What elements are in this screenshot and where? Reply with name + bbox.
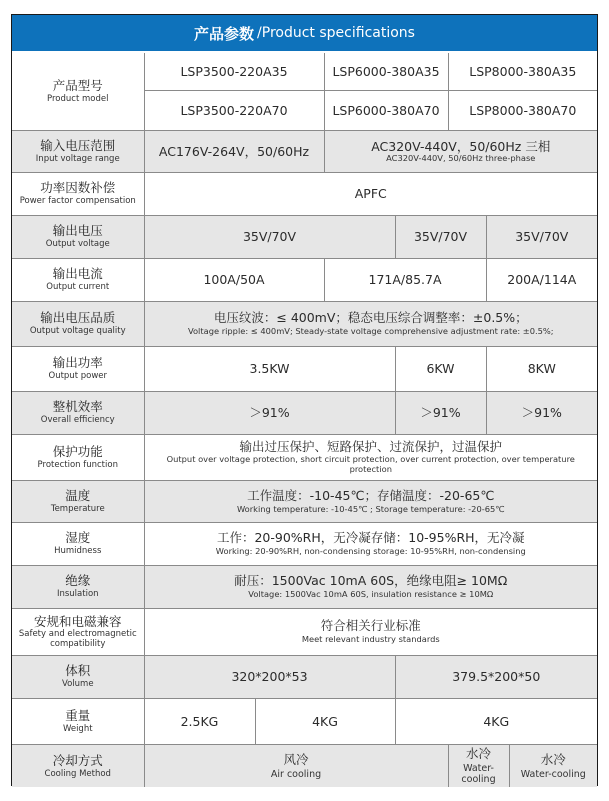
model-cell: [448, 53, 597, 90]
value-text: 4KG: [312, 713, 338, 729]
value-cell: [144, 258, 324, 301]
label-insulation: [12, 565, 144, 608]
value-text: AC176V-264V，50/60Hz: [158, 143, 310, 159]
label-output-voltage: [12, 215, 144, 258]
label-zh: 绝缘: [65, 573, 91, 589]
row-weight: [12, 698, 597, 744]
spec-table: [12, 53, 597, 787]
value-cell: [144, 391, 395, 434]
value-text-en: Water-cooling: [520, 768, 586, 780]
label-zh: 安规和电磁兼容: [33, 613, 122, 629]
value-cell: [395, 698, 597, 744]
value-text: APFC: [354, 186, 387, 201]
row-safety: [12, 608, 597, 655]
value-text-en: Voltage: 1500Vac 10mA 60S, insulation resistance ≥ 10MΩ: [248, 589, 494, 600]
row-protection: [12, 434, 597, 480]
value-cell: [144, 698, 255, 744]
label-en: Output current: [46, 282, 110, 293]
label-en: Humidness: [54, 546, 102, 557]
value-cell: [144, 655, 395, 698]
value-text: 工作：20-90%RH，无冷凝存储：10-95%RH，无冷凝: [216, 530, 525, 546]
row-efficiency: [12, 391, 597, 434]
row-output-current: [12, 258, 597, 301]
temperature-value: [144, 480, 597, 522]
row-product-model: [12, 53, 597, 90]
header-title-en: /Product specifications: [257, 25, 415, 41]
model-value: LSP6000-380A35: [332, 63, 440, 79]
value-cell: [144, 346, 395, 391]
label-en: Power factor compensation: [19, 196, 136, 207]
input-voltage-single: [144, 130, 324, 172]
value-text: 符合相关行业标准: [320, 618, 421, 634]
input-voltage-three-phase: [324, 130, 597, 172]
label-en: Temperature: [50, 503, 105, 514]
value-cell: [395, 391, 486, 434]
value-text: 35V/70V: [515, 229, 569, 244]
model-cell: [144, 53, 324, 90]
value-text: 输出过压保护、短路保护、过流保护，过温保护: [239, 439, 503, 455]
row-output-power: [12, 346, 597, 391]
model-value: LSP8000-380A35: [469, 63, 577, 79]
label-zh: 重量: [65, 707, 91, 723]
value-text: 8KW: [527, 361, 556, 376]
row-insulation: [12, 565, 597, 608]
label-en: Output power: [48, 371, 107, 382]
value-text: 3.5KW: [249, 361, 290, 376]
header-title-zh: 产品参数: [194, 24, 255, 43]
row-humidity: [12, 522, 597, 565]
value-text: 35V/70V: [242, 229, 297, 244]
value-text: 379.5*200*50: [452, 669, 541, 684]
value-cell: [395, 655, 597, 698]
label-volume: [12, 655, 144, 698]
label-en: Cooling Method: [44, 768, 111, 779]
row-voltage-quality: [12, 301, 597, 346]
label-zh: 输入电压范围: [40, 137, 116, 153]
value-cell: [486, 258, 597, 301]
value-text-en: Voltage ripple: ≤ 400mV; Steady-state voltage comprehensive adjustment rate: ±0.5%;: [187, 326, 554, 337]
label-en: Overall efficiency: [40, 415, 115, 426]
label-zh: 产品型号: [52, 78, 103, 94]
value-cell: [486, 346, 597, 391]
spec-sheet: [11, 14, 598, 786]
label-output-current: [12, 258, 144, 301]
value-cell: [144, 215, 395, 258]
value-text: ＞91%: [521, 405, 562, 420]
label-zh: 湿度: [65, 530, 91, 546]
model-value: LSP3500-220A70: [180, 102, 288, 118]
label-humidity: [12, 522, 144, 565]
safety-value: [144, 608, 597, 655]
label-voltage-quality: [12, 301, 144, 346]
humidity-value: [144, 522, 597, 565]
value-cell: [324, 258, 486, 301]
table-header: [12, 15, 597, 51]
label-product-model: [12, 53, 144, 130]
insulation-value: [144, 565, 597, 608]
value-cell: [486, 391, 597, 434]
label-zh: 输出电压: [52, 223, 103, 239]
label-protection: [12, 434, 144, 480]
value-text: 水冷: [540, 751, 566, 767]
model-cell: [324, 90, 448, 130]
label-en: Insulation: [56, 589, 99, 600]
label-zh: 保护功能: [52, 443, 103, 459]
value-text: 6KW: [426, 361, 455, 376]
label-en: Weight: [62, 723, 93, 734]
quality-value: [144, 301, 597, 346]
value-text: 100A/50A: [203, 272, 265, 287]
label-weight: [12, 698, 144, 744]
model-value: LSP6000-380A70: [332, 102, 440, 118]
label-zh: 输出电流: [52, 266, 103, 282]
value-text: 工作温度：-10-45℃；存储温度：-20-65℃: [247, 487, 495, 503]
label-efficiency: [12, 391, 144, 434]
label-en: Volume: [61, 679, 94, 690]
label-en: Protection function: [37, 459, 118, 470]
value-text: AC320V-440V，50/60Hz 三相: [371, 138, 551, 154]
protection-value: [144, 434, 597, 480]
row-input-voltage: [12, 130, 597, 172]
value-cell: [395, 346, 486, 391]
row-cooling: [12, 744, 597, 787]
row-temperature: [12, 480, 597, 522]
value-text: ＞91%: [420, 405, 461, 420]
value-text: 电压纹波：≤ 400mV；稳态电压综合调整率：±0.5%；: [213, 310, 528, 326]
label-zh: 体积: [65, 663, 91, 679]
label-pfc: [12, 172, 144, 215]
label-zh: 输出电压品质: [40, 310, 116, 326]
row-pfc: [12, 172, 597, 215]
label-cooling: [12, 744, 144, 787]
label-safety: [12, 608, 144, 655]
label-en: Safety and electromagnetic compatibility: [18, 628, 137, 649]
value-text: 2.5KG: [180, 713, 219, 729]
label-zh: 输出功率: [52, 355, 103, 371]
value-text-en: Working temperature: -10-45℃ ; Storage temperature: -20-65℃: [236, 503, 505, 514]
model-value: LSP3500-220A35: [180, 63, 288, 79]
label-temperature: [12, 480, 144, 522]
label-zh: 功率因数补偿: [40, 180, 116, 196]
model-cell: [448, 90, 597, 130]
value-cell: [255, 698, 395, 744]
label-input-voltage: [12, 130, 144, 172]
value-text: 171A/85.7A: [368, 272, 442, 287]
value-text-en: Working: 20-90%RH, non-condensing storage: 10-95%RH, non-condensing: [215, 546, 526, 557]
value-text: 35V/70V: [413, 229, 468, 244]
row-output-voltage: [12, 215, 597, 258]
value-cell: [144, 744, 448, 787]
label-en: Output voltage: [45, 239, 110, 250]
value-text-en: Meet relevant industry standards: [301, 634, 440, 645]
value-text-en: Water-cooling: [461, 762, 496, 786]
label-zh: 冷却方式: [52, 752, 103, 768]
row-volume: [12, 655, 597, 698]
value-cell: [486, 215, 597, 258]
value-cell: [448, 744, 509, 787]
model-cell: [144, 90, 324, 130]
label-output-power: [12, 346, 144, 391]
value-text-en: Air cooling: [270, 768, 322, 780]
value-text: 320*200*53: [231, 669, 308, 684]
model-cell: [324, 53, 448, 90]
value-cell: [395, 215, 486, 258]
label-en: Input voltage range: [35, 153, 120, 164]
value-cell: [509, 744, 597, 787]
label-zh: 整机效率: [52, 399, 103, 415]
model-value: LSP8000-380A70: [469, 102, 577, 118]
value-text-en: AC320V-440V, 50/60Hz three-phase: [386, 152, 536, 163]
value-text: ＞91%: [249, 405, 290, 420]
label-en: Output voltage quality: [29, 326, 126, 337]
value-text: 耐压：1500Vac 10mA 60S，绝缘电阻≥ 10MΩ: [234, 573, 508, 589]
value-text: 水冷: [466, 745, 492, 761]
label-en: Product model: [47, 94, 109, 105]
value-text: 4KG: [483, 713, 510, 729]
value-text: 风冷: [283, 751, 309, 767]
value-text-en: Output over voltage protection, short circuit protection, over current protection, over temperature protection: [166, 454, 575, 474]
value-text: 200A/114A: [507, 272, 577, 287]
pfc-value: [144, 172, 597, 215]
label-zh: 温度: [65, 487, 91, 503]
